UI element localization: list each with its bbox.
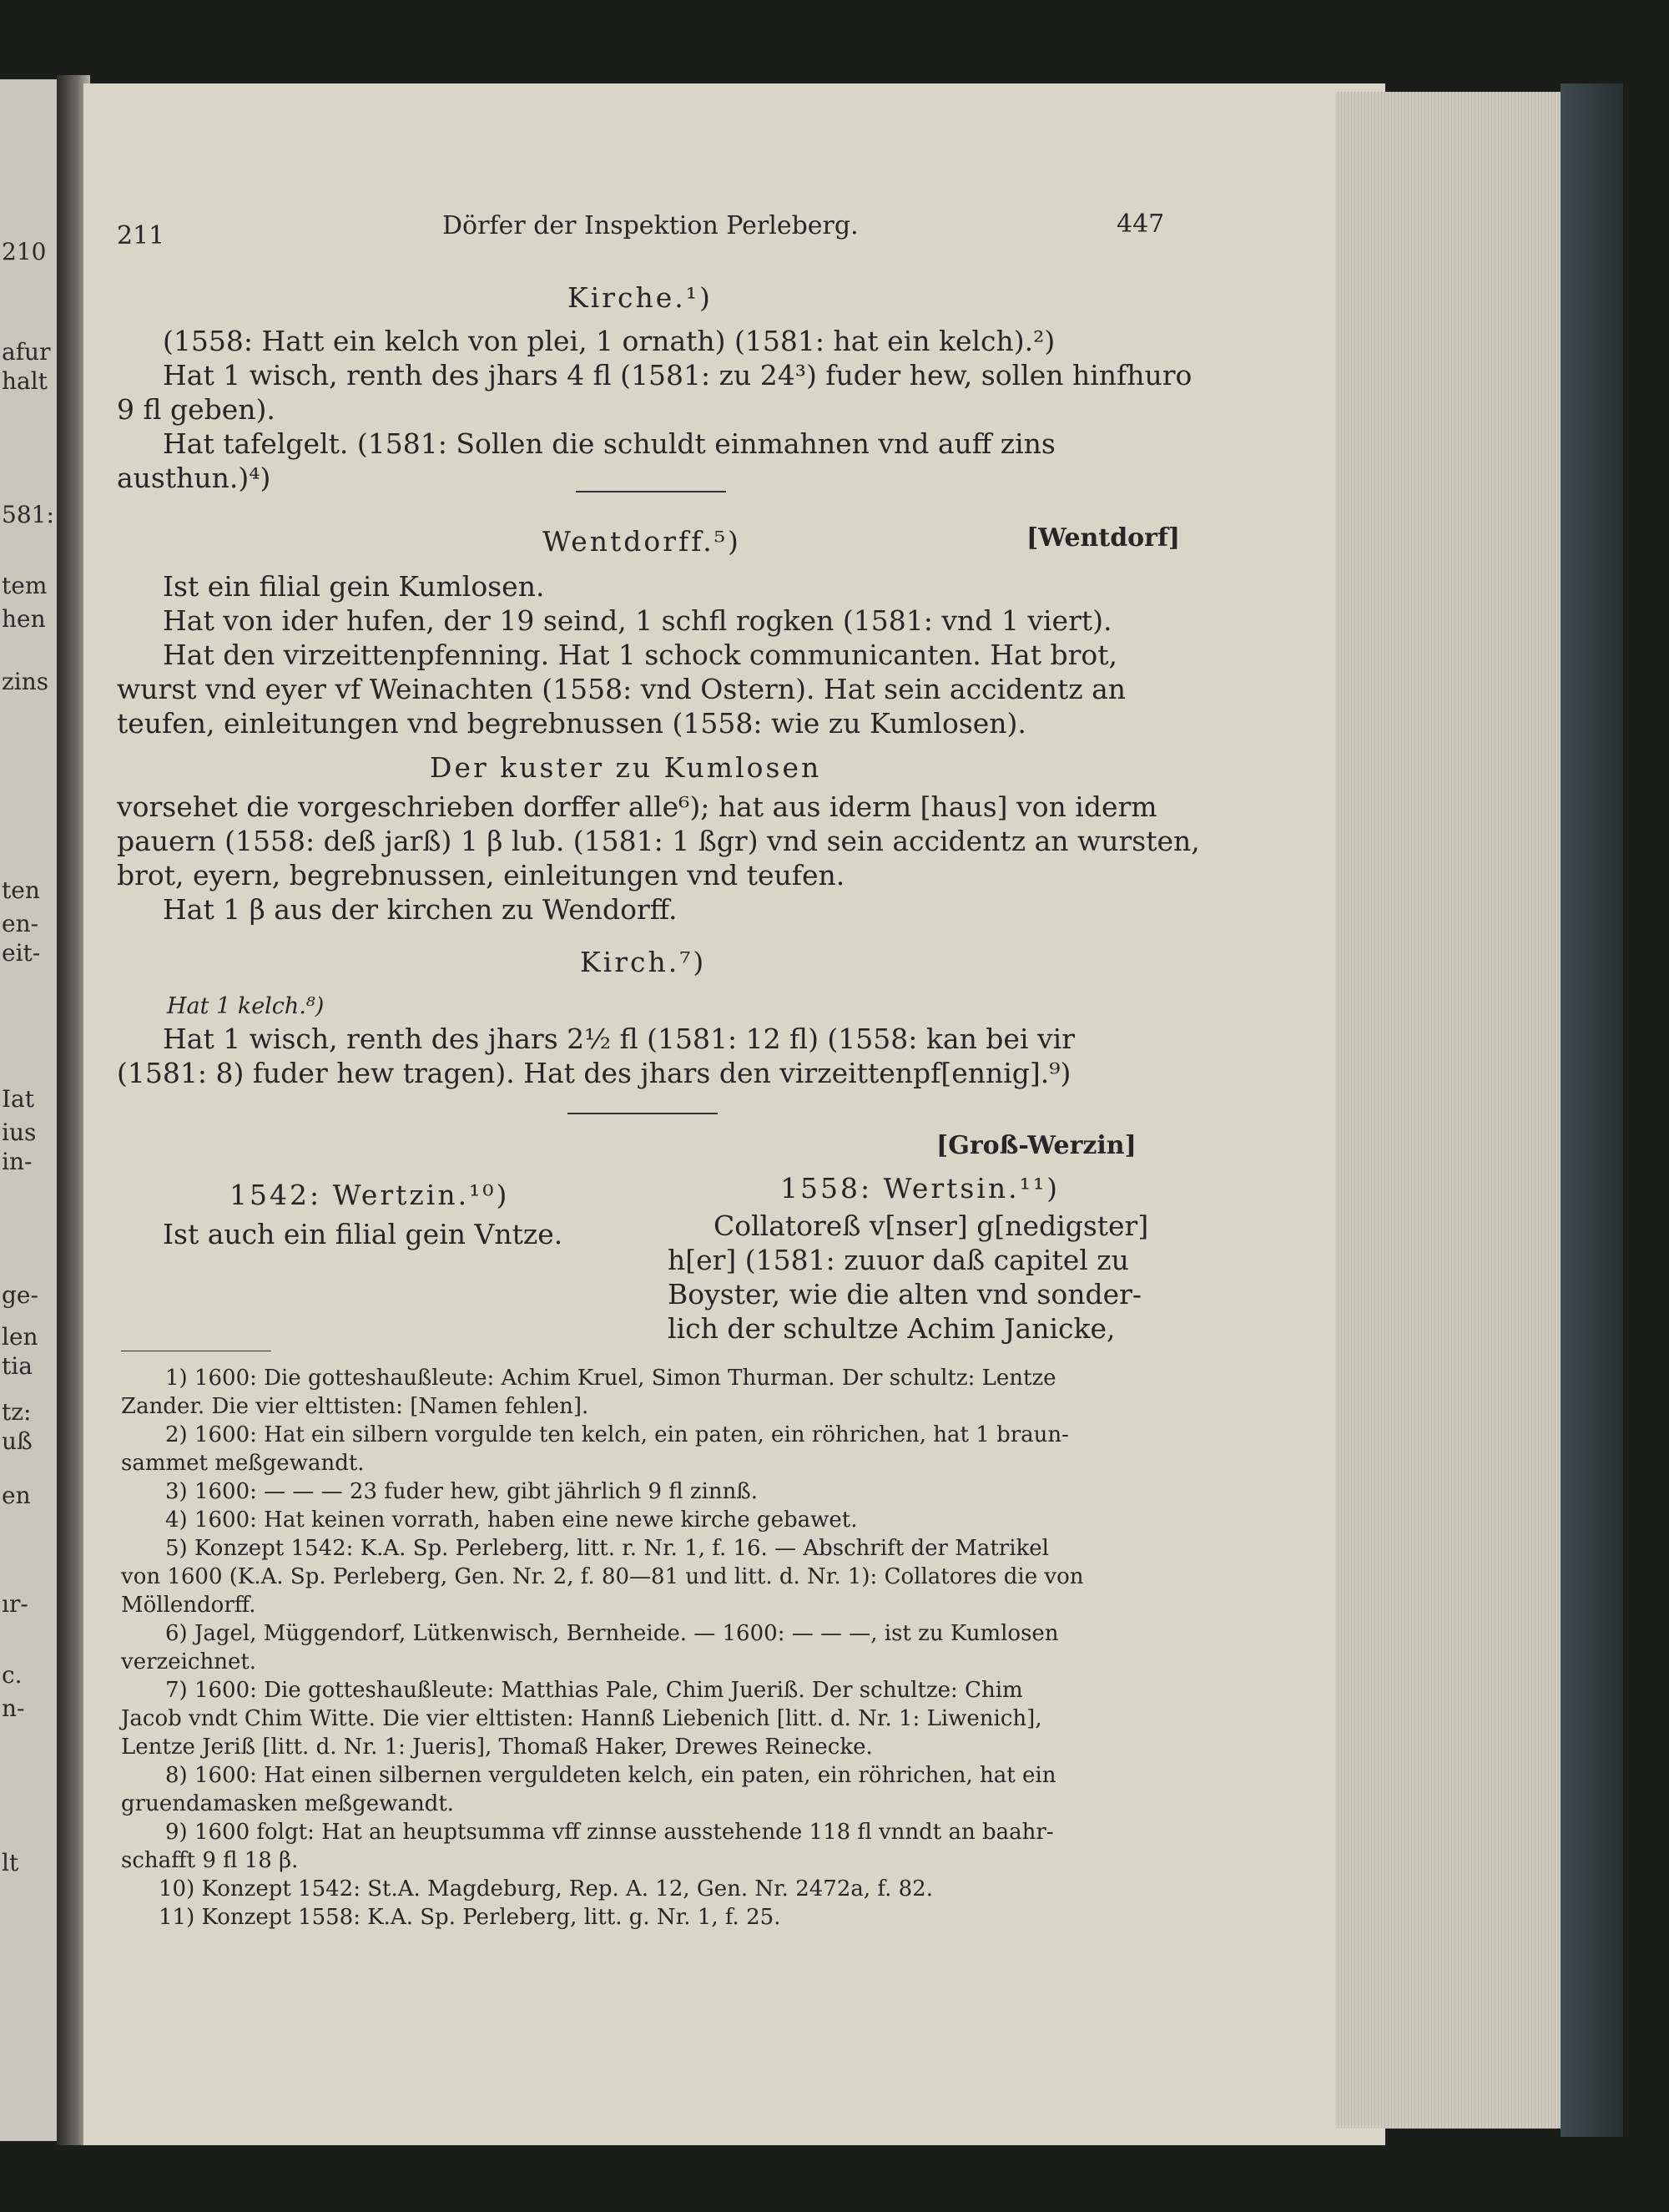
left-margin-text: lt (2, 1849, 19, 1876)
footnote-line: 6) Jagel, Müggendorf, Lütkenwisch, Bernheide. — 1600: — — —, ist zu Kumlosen (165, 1621, 1059, 1646)
footnote-line: von 1600 (K.A. Sp. Perleberg, Gen. Nr. 2, f. 80—81 und litt. d. Nr. 1): Collatores die von (121, 1564, 1084, 1589)
text-line: (1558: Hatt ein kelch von plei, 1 ornath) (1581: hat ein kelch).²) (163, 325, 1056, 357)
left-margin-text: tia (2, 1352, 33, 1380)
left-margin-text: afur (2, 338, 51, 366)
text-line: austhun.)⁴) (117, 462, 271, 494)
text-line: Hat 1 wisch, renth des jhars 2½ fl (1581: 12 fl) (1558: kan bei vir (163, 1023, 1075, 1055)
footnote-line: schafft 9 fl 18 β. (121, 1848, 299, 1873)
left-margin-text: uß (2, 1427, 33, 1455)
footnote-line: sammet meßgewandt. (121, 1451, 365, 1476)
footnote-line: 2) 1600: Hat ein silbern vorgulde ten kelch, ein paten, ein röhrichen, hat 1 braun- (165, 1422, 1069, 1447)
left-margin-text: en- (2, 910, 39, 937)
left-margin-text: ten (2, 876, 40, 904)
left-margin-text: n- (2, 1694, 25, 1722)
left-page-strip (0, 79, 57, 2141)
footnote-line: 4) 1600: Hat keinen vorrath, haben eine newe kirche gebawet. (165, 1507, 858, 1533)
section-heading-kirche: Kirche.¹) (567, 281, 713, 314)
footnote-line: verzeichnet. (121, 1649, 257, 1674)
section-bracket-wentdorf: [Wentdorf] (1026, 523, 1181, 553)
footnote-line: 1) 1600: Die gotteshaußleute: Achim Kruel, Simon Thurman. Der schultz: Lentze (165, 1366, 1056, 1391)
section-bracket-gross-werzin: [Groß-Werzin] (936, 1131, 1137, 1160)
left-margin-text: c. (2, 1661, 23, 1689)
footnote-line: gruendamasken meßgewandt. (121, 1791, 455, 1816)
footnote-line: Jacob vndt Chim Witte. Die vier elttisten: Hannß Liebenich [litt. d. Nr. 1: Liwenich], (121, 1706, 1042, 1731)
footnote-line: 10) Konzept 1542: St.A. Magdeburg, Rep. A. 12, Gen. Nr. 2472a, f. 82. (159, 1876, 933, 1901)
footnote-line: 7) 1600: Die gotteshaußleute: Matthias Pale, Chim Jueriß. Der schultze: Chim (165, 1678, 1023, 1703)
footnote-line: Möllendorff. (121, 1593, 256, 1618)
section-heading-wentdorff: Wentdorff.⁵) (542, 525, 741, 558)
text-line: 9 fl geben). (117, 393, 275, 426)
left-margin-text: eit- (2, 939, 41, 967)
footnote-line: 5) Konzept 1542: K.A. Sp. Perleberg, litt. r. Nr. 1, f. 16. — Abschrift der Matrikel (165, 1536, 1049, 1561)
text-line: pauern (1558: deß jarß) 1 β lub. (1581: 1 ßgr) vnd sein accidentz an wursten, (117, 825, 1200, 857)
text-line: Hat 1 β aus der kirchen zu Wendorff. (163, 893, 678, 926)
text-line: Hat 1 kelch.⁸) (167, 993, 325, 1019)
section-divider (576, 491, 726, 492)
footnote-line: 11) Konzept 1558: K.A. Sp. Perleberg, litt. g. Nr. 1, f. 25. (159, 1905, 781, 1930)
section-divider (567, 1113, 718, 1114)
section-heading-kuster: Der kuster zu Kumlosen (430, 751, 822, 784)
left-margin-text: 210 (2, 238, 47, 265)
footnote-line: 3) 1600: — — — 23 fuder hew, gibt jährlich 9 fl zinnß. (165, 1479, 759, 1504)
text-line: h[er] (1581: zuuor daß capitel zu (668, 1244, 1129, 1276)
text-line: teufen, einleitungen vnd begrebnussen (1558: wie zu Kumlosen). (117, 707, 1026, 740)
left-margin-text: hen (2, 605, 46, 633)
left-margin-text: 581: (2, 501, 54, 528)
text-line: (1581: 8) fuder hew tragen). Hat des jhars den virzeittenpf[ennig].⁹) (117, 1057, 1071, 1089)
column1-heading: 1542: Wertzin.¹⁰) (229, 1179, 510, 1211)
footnote-line: 9) 1600 folgt: Hat an heuptsumma vff zinnse ausstehende 118 fl vnndt an baahr- (165, 1820, 1054, 1845)
left-margin-text: halt (2, 367, 48, 395)
left-margin-text: in- (2, 1148, 33, 1175)
text-line: Hat von ider hufen, der 19 seind, 1 schfl rogken (1581: vnd 1 viert). (163, 604, 1112, 637)
text-line: Ist ein filial gein Kumlosen. (163, 570, 545, 603)
text-line: Hat tafelgelt. (1581: Sollen die schuldt einmahnen vnd auff zins (163, 427, 1056, 460)
left-margin-text: tem (2, 572, 48, 599)
text-line: Hat den virzeittenpfenning. Hat 1 schock communicanten. Hat brot, (163, 639, 1117, 671)
text-line: Ist auch ein filial gein Vntze. (163, 1218, 563, 1250)
left-margin-text: zins (2, 668, 49, 695)
text-line: Collatoreß v[nser] g[nedigster] (713, 1210, 1149, 1242)
page-number-right: 447 (1117, 210, 1165, 239)
text-line: brot, eyern, begrebnussen, einleitungen vnd teufen. (117, 859, 845, 891)
running-title: Dörfer der Inspektion Perleberg. (442, 211, 859, 240)
left-margin-text: tz: (2, 1398, 32, 1426)
left-margin-text: en (2, 1482, 31, 1509)
left-margin-text: ius (2, 1119, 37, 1146)
left-margin-text: ge- (2, 1281, 38, 1309)
page-number-left: 211 (117, 221, 165, 250)
section-heading-kirch: Kirch.⁷) (580, 946, 707, 978)
left-margin-text: len (2, 1323, 38, 1351)
book-cover (1561, 83, 1623, 2137)
footnote-line: Zander. Die vier elttisten: [Namen fehlen]. (121, 1394, 589, 1419)
page-edges (1335, 92, 1565, 2129)
text-line: vorsehet die vorgeschrieben dorffer alle⁶); hat aus iderm [haus] von iderm (117, 790, 1157, 823)
left-margin-text: ır- (2, 1590, 28, 1618)
left-margin-text: Iat (2, 1085, 35, 1113)
text-line: wurst vnd eyer vf Weinachten (1558: vnd Ostern). Hat sein accidentz an (117, 673, 1127, 705)
footnote-line: 8) 1600: Hat einen silbernen verguldeten kelch, ein paten, ein röhrichen, hat ein (165, 1763, 1056, 1788)
text-line: Hat 1 wisch, renth des jhars 4 fl (1581: zu 24³) fuder hew, sollen hinfhuro (163, 359, 1193, 391)
text-line: lich der schultze Achim Janicke, (668, 1312, 1116, 1345)
footnote-line: Lentze Jeriß [litt. d. Nr. 1: Jueris], Thomaß Haker, Drewes Reinecke. (121, 1735, 873, 1760)
column2-heading: 1558: Wertsin.¹¹) (780, 1172, 1060, 1204)
text-line: Boyster, wie die alten vnd sonder- (668, 1278, 1142, 1311)
